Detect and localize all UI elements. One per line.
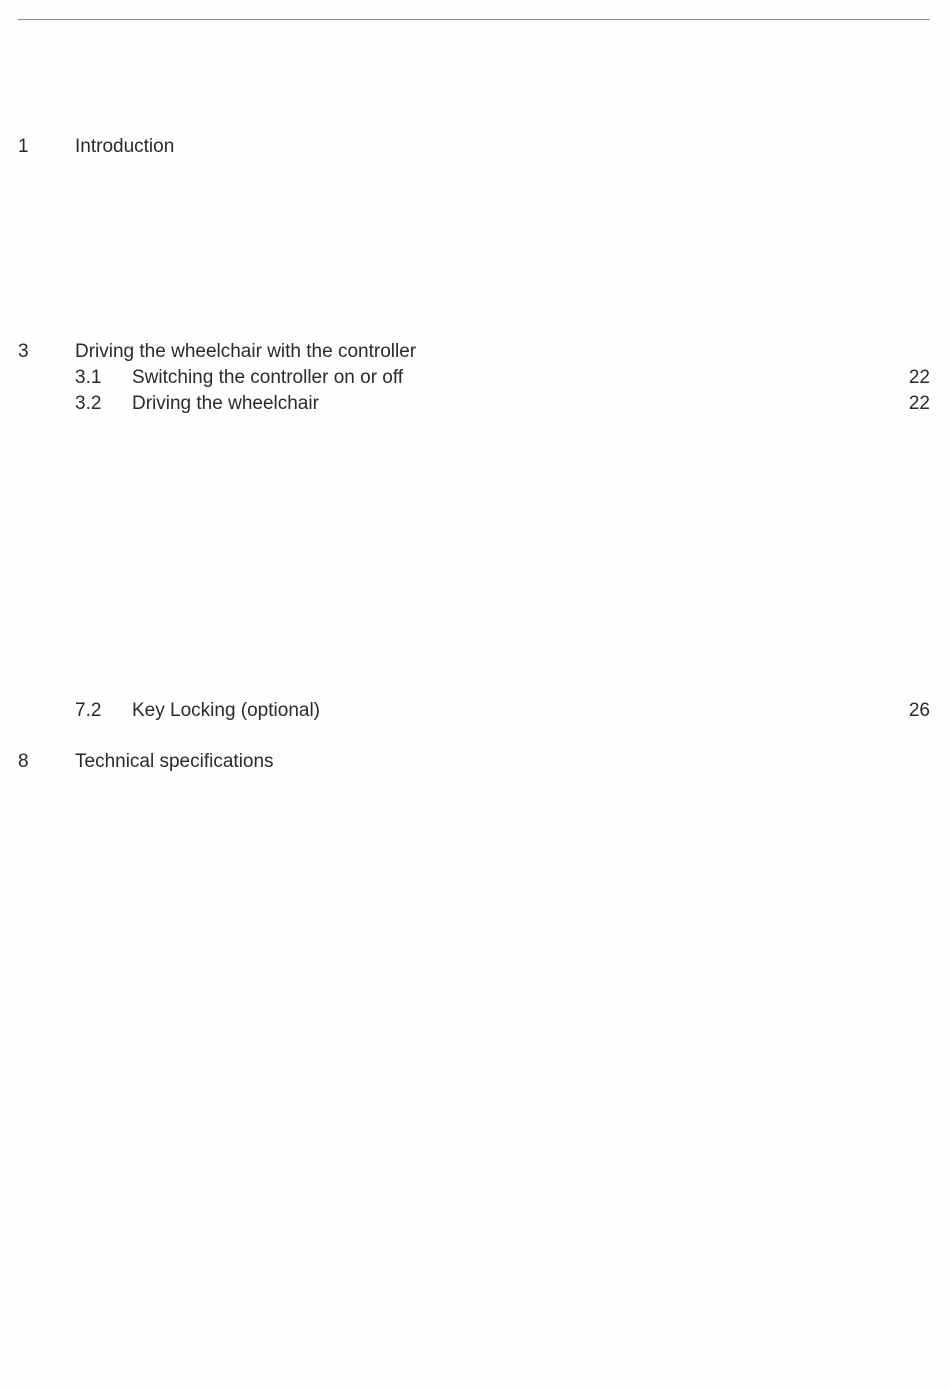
toc-entry-title: Technical specifications: [75, 751, 274, 772]
toc-entry-page: 22: [908, 367, 930, 388]
toc-entry-introduction[interactable]: [18, 134, 930, 160]
toc-entry-number: 7.2: [75, 700, 102, 721]
toc-entry-title: Driving the wheelchair with the controller: [75, 341, 417, 362]
toc-entry-number: 3: [18, 341, 29, 362]
toc-entry-number: 3.2: [75, 393, 102, 414]
toc-entry-key-locking[interactable]: [18, 698, 930, 724]
toc-entry-number: 3.1: [75, 367, 102, 388]
toc-entry-page: 22: [908, 393, 930, 414]
toc-entry-technical-specifications[interactable]: [18, 749, 930, 775]
header-rule: [18, 19, 930, 20]
toc-entry-title: Key Locking (optional): [132, 700, 320, 721]
toc-entry-driving-wheelchair[interactable]: [18, 391, 930, 417]
toc-entry-number: 8: [18, 751, 29, 772]
toc-entry-driving-with-controller[interactable]: [18, 339, 930, 365]
toc-entry-number: 1: [18, 136, 29, 157]
toc-entry-title: Introduction: [75, 136, 175, 157]
toc-entry-page: 26: [908, 700, 930, 721]
toc-entry-title: Switching the controller on or off: [132, 367, 404, 388]
toc-entry-switching-controller[interactable]: [18, 365, 930, 391]
toc-entry-title: Driving the wheelchair: [132, 393, 319, 414]
